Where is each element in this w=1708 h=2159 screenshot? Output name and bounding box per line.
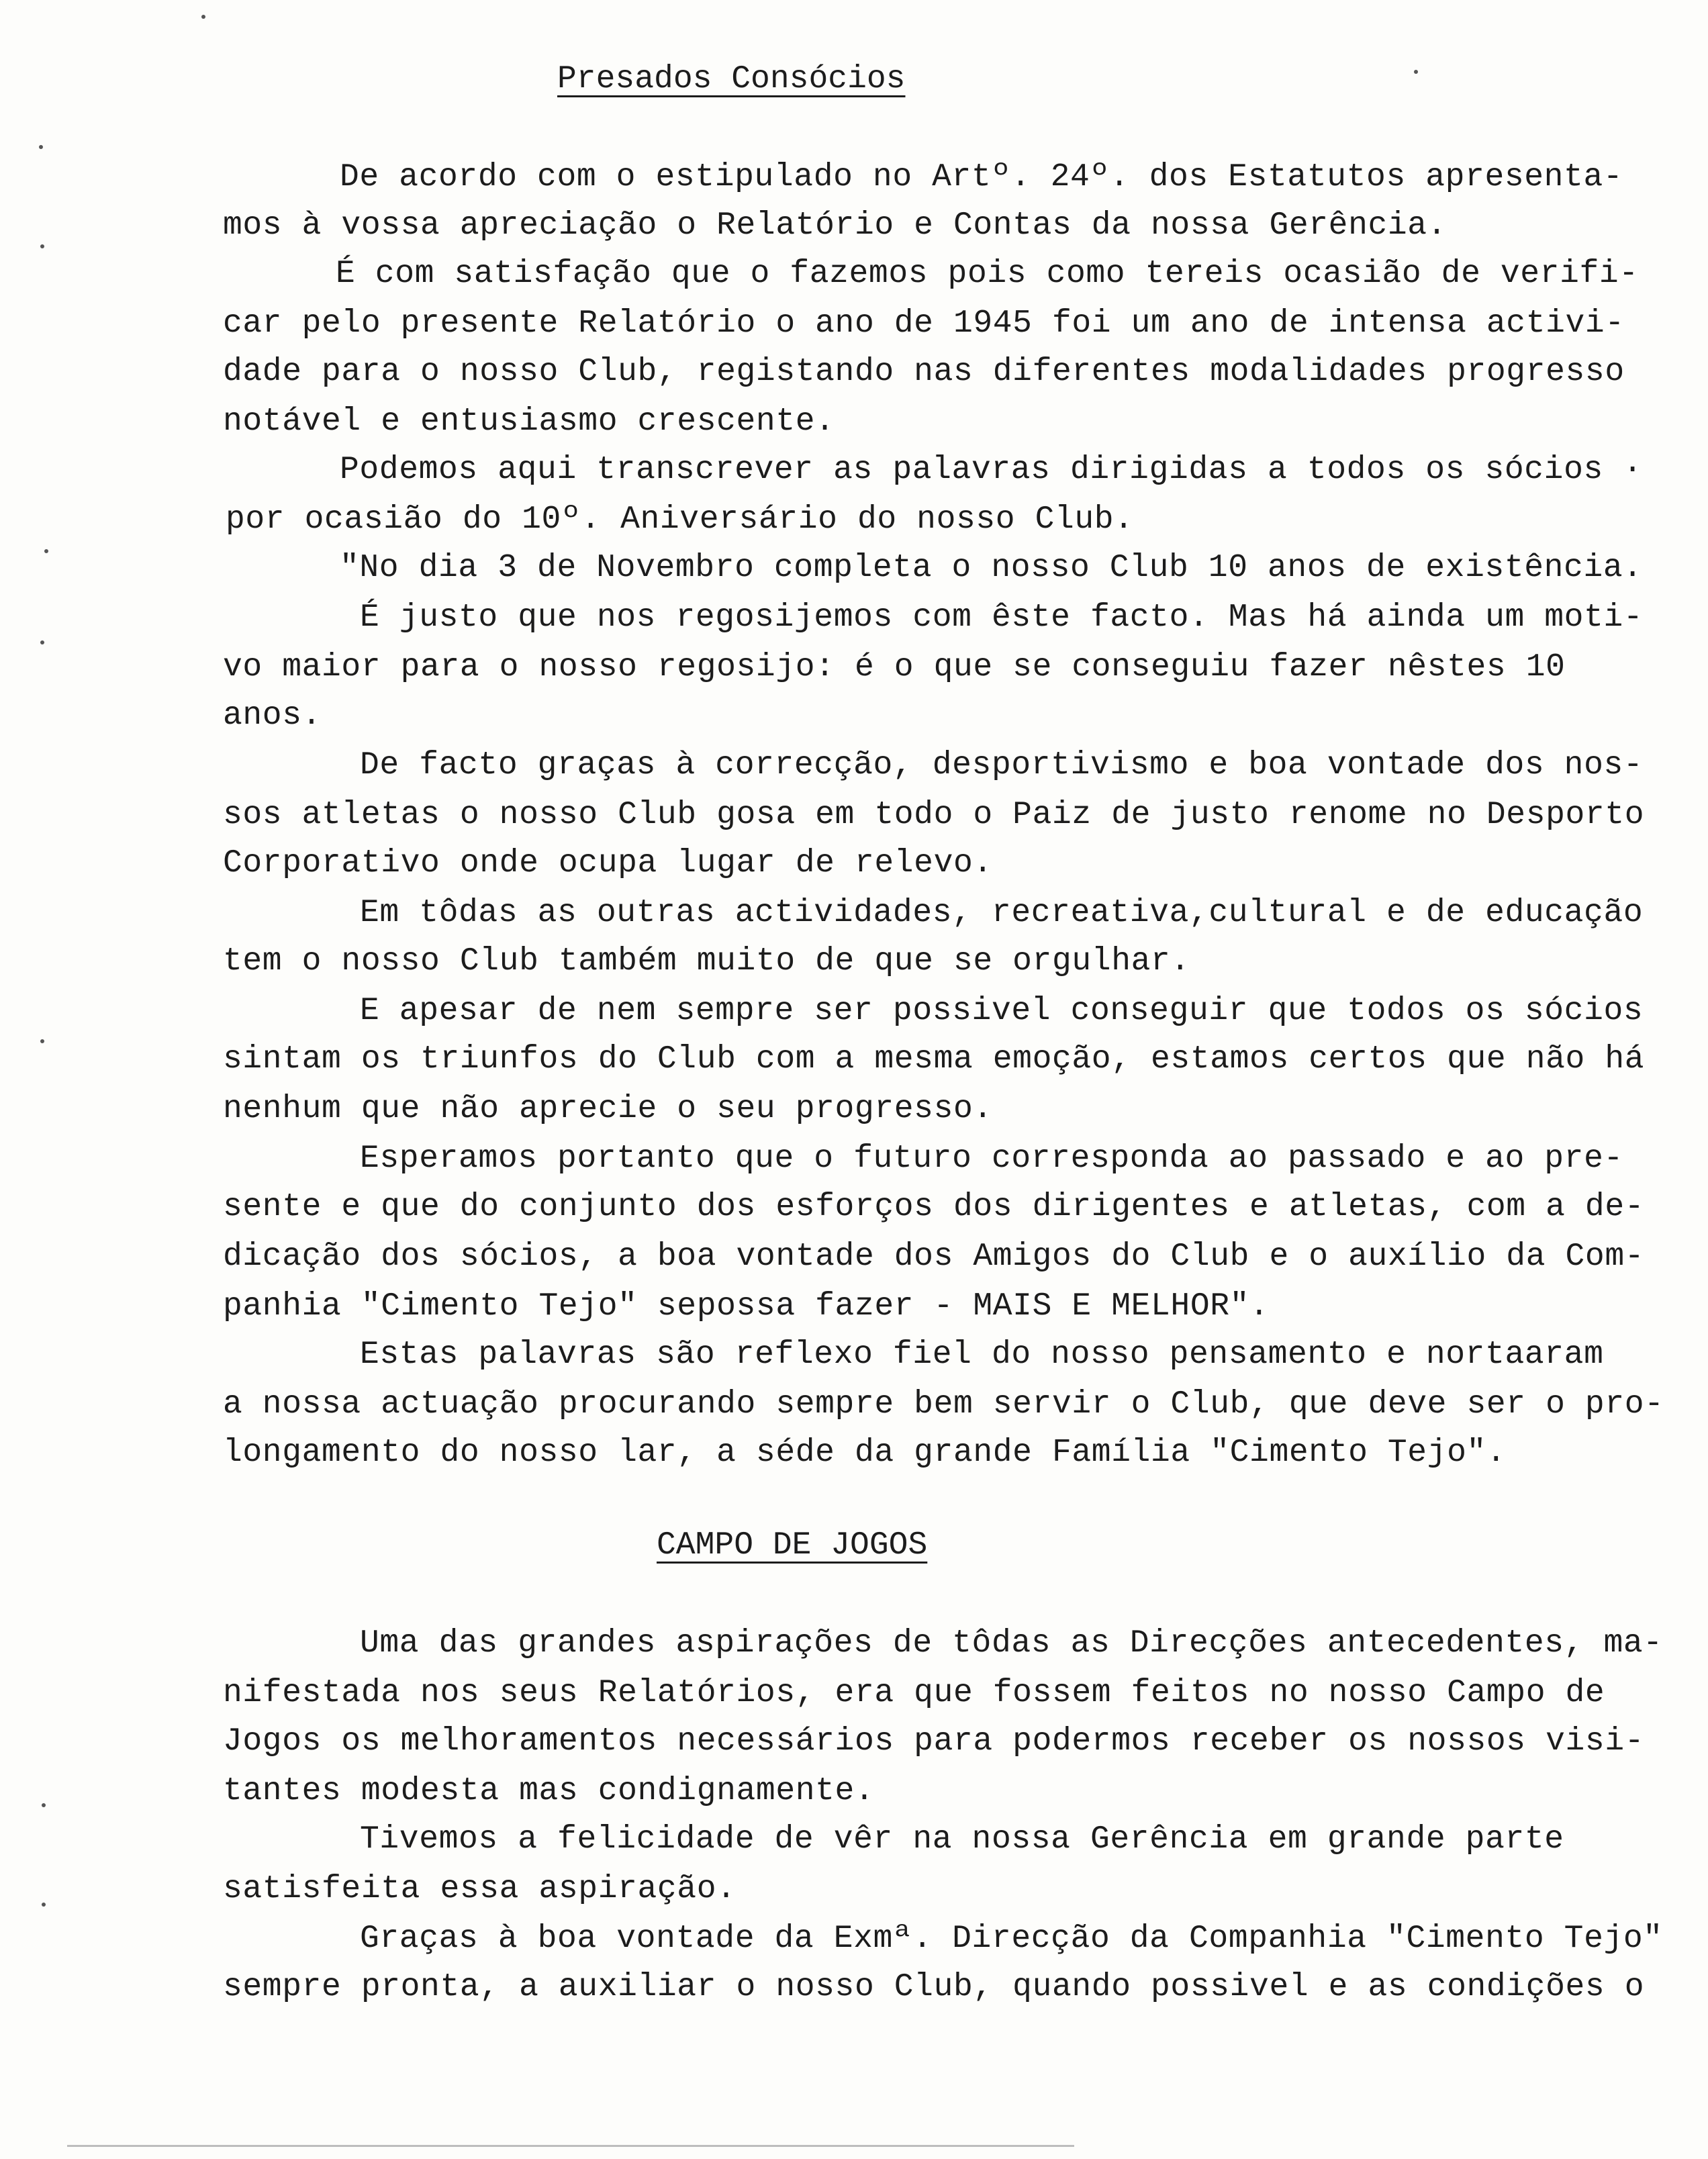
text-line: Estas palavras são reflexo fiel do nosso pensamento e nortaaram [360,1337,1604,1373]
text-line: E apesar de nem sempre ser possivel conseguir que todos os sócios [360,993,1644,1029]
text-line: car pelo presente Relatório o ano de 1945 foi um ano de intensa activi- [223,305,1625,342]
text-line: vo maior para o nosso regosijo: é o que se conseguiu fazer nêstes 10 [223,649,1566,685]
scan-speck [39,145,43,149]
scan-speck [40,244,44,248]
text-line: sempre pronta, a auxiliar o nosso Club, quando possivel e as condições o [223,1969,1645,2005]
scan-speck [44,549,48,553]
text-line: tantes modesta mas condignamente. [223,1773,875,1809]
scan-speck [40,1039,44,1043]
text-line: nenhum que não aprecie o seu progresso. [223,1091,993,1127]
page-bottom-edge [67,2145,1074,2147]
text-line: sos atletas o nosso Club gosa em todo o Paiz de justo renome no Desporto [223,797,1645,833]
text-line: De acordo com o estipulado no Artº. 24º. dos Estatutos apresenta- [340,159,1623,195]
text-line: Jogos os melhoramentos necessários para podermos receber os nossos visi- [223,1723,1645,1760]
text-line: De facto graças à correcção, desportivismo e boa vontade dos nos- [360,747,1644,783]
text-line: sintam os triunfos do Club com a mesma emoção, estamos certos que não há [223,1041,1645,1077]
text-line: por ocasião do 10º. Aniversário do nosso Club. [226,501,1134,538]
scan-speck [42,1803,46,1807]
scan-speck [201,15,205,19]
section-heading: CAMPO DE JOGOS [657,1527,928,1564]
text-line: Podemos aqui transcrever as palavras dirigidas a todos os sócios · [340,452,1643,488]
text-line: a nossa actuação procurando sempre bem servir o Club, que deve ser o pro- [223,1386,1664,1423]
scan-speck [42,1903,46,1907]
text-line: panhia "Cimento Tejo" sepossa fazer - MAIS E MELHOR". [223,1288,1270,1325]
scan-speck [40,640,44,644]
text-line: sente e que do conjunto dos esforços dos dirigentes e atletas, com a de- [223,1189,1645,1225]
text-line: nifestada nos seus Relatórios, era que fossem feitos no nosso Campo de [223,1675,1605,1711]
scan-speck [1414,70,1418,74]
document-title: Presados Consócios [557,61,906,97]
text-line: Graças à boa vontade da Exmª. Direcção da Companhia "Cimento Tejo" [360,1921,1663,1957]
text-line: Em tôdas as outras actividades, recreativa,cultural e de educação [360,895,1644,931]
text-line: Tivemos a felicidade de vêr na nossa Gerência em grande parte [360,1821,1564,1858]
text-line: dicação dos sócios, a boa vontade dos Amigos do Club e o auxílio da Com- [223,1239,1645,1275]
text-line: mos à vossa apreciação o Relatório e Contas da nossa Gerência. [223,207,1448,244]
text-line: satisfeita essa aspiração. [223,1871,737,1907]
text-line: "No dia 3 de Novembro completa o nosso Club 10 anos de existência. [340,550,1643,586]
text-line: notável e entusiasmo crescente. [223,403,835,440]
text-line: É com satisfação que o fazemos pois como tereis ocasião de verifi- [336,256,1639,292]
text-line: longamento do nosso lar, a séde da grande Família "Cimento Tejo". [223,1435,1507,1471]
text-line: Uma das grandes aspirações de tôdas as Direcções antecedentes, ma- [360,1625,1663,1662]
text-line: tem o nosso Club também muito de que se orgulhar. [223,943,1190,979]
text-line: É justo que nos regosijemos com êste facto. Mas há ainda um moti- [360,599,1644,636]
text-line: dade para o nosso Club, registando nas diferentes modalidades progresso [223,354,1625,390]
text-line: Corporativo onde ocupa lugar de relevo. [223,845,993,881]
text-line: anos. [223,698,322,734]
text-line: Esperamos portanto que o futuro corresponda ao passado e ao pre- [360,1141,1623,1177]
